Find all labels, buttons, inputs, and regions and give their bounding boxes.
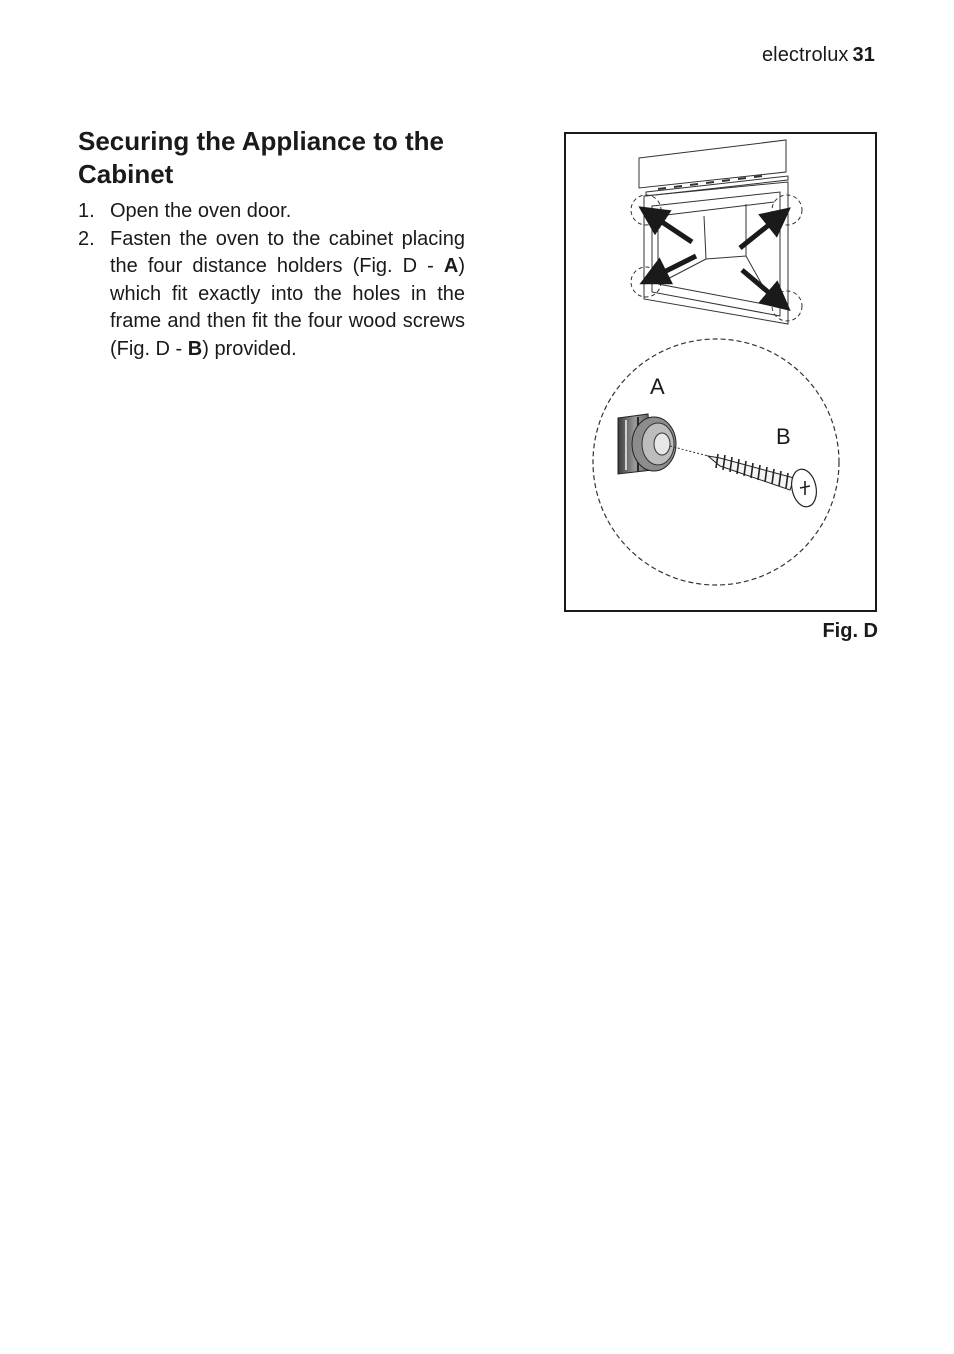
brand-name: electrolux bbox=[761, 44, 849, 66]
label-a: A bbox=[650, 374, 665, 399]
step-number: 1. bbox=[78, 200, 95, 222]
figure-d bbox=[564, 132, 877, 612]
section-title: Securing the Appliance to the Cabinet bbox=[78, 126, 444, 189]
oven-illustration bbox=[566, 134, 875, 610]
step-text: Open the oven door. bbox=[110, 200, 292, 222]
ref-label-b: B bbox=[187, 337, 203, 360]
step-item bbox=[78, 226, 465, 364]
step-number: 2. bbox=[78, 227, 95, 250]
oven-top-panel bbox=[639, 140, 788, 196]
step-text bbox=[110, 226, 465, 364]
instruction-steps bbox=[78, 198, 465, 363]
ref-label-a: A bbox=[443, 255, 459, 277]
step-text-part: Fasten the oven to the cabinet placing the four distance holders (Fig. D - bbox=[110, 227, 465, 277]
label-b: B bbox=[776, 424, 791, 449]
distance-holder bbox=[618, 414, 676, 474]
wood-screw bbox=[708, 454, 820, 509]
step-text-part: ) which fit exactly into the holes in the frame and then fit the four wood screws (Fig. D - bbox=[110, 255, 465, 360]
figure-caption: Fig. D bbox=[822, 620, 878, 642]
page-number: 31 bbox=[852, 44, 875, 66]
step-item bbox=[78, 198, 465, 226]
step-text-part: ) provided. bbox=[202, 337, 297, 360]
page-header bbox=[762, 44, 875, 67]
oven-frame bbox=[644, 182, 788, 324]
